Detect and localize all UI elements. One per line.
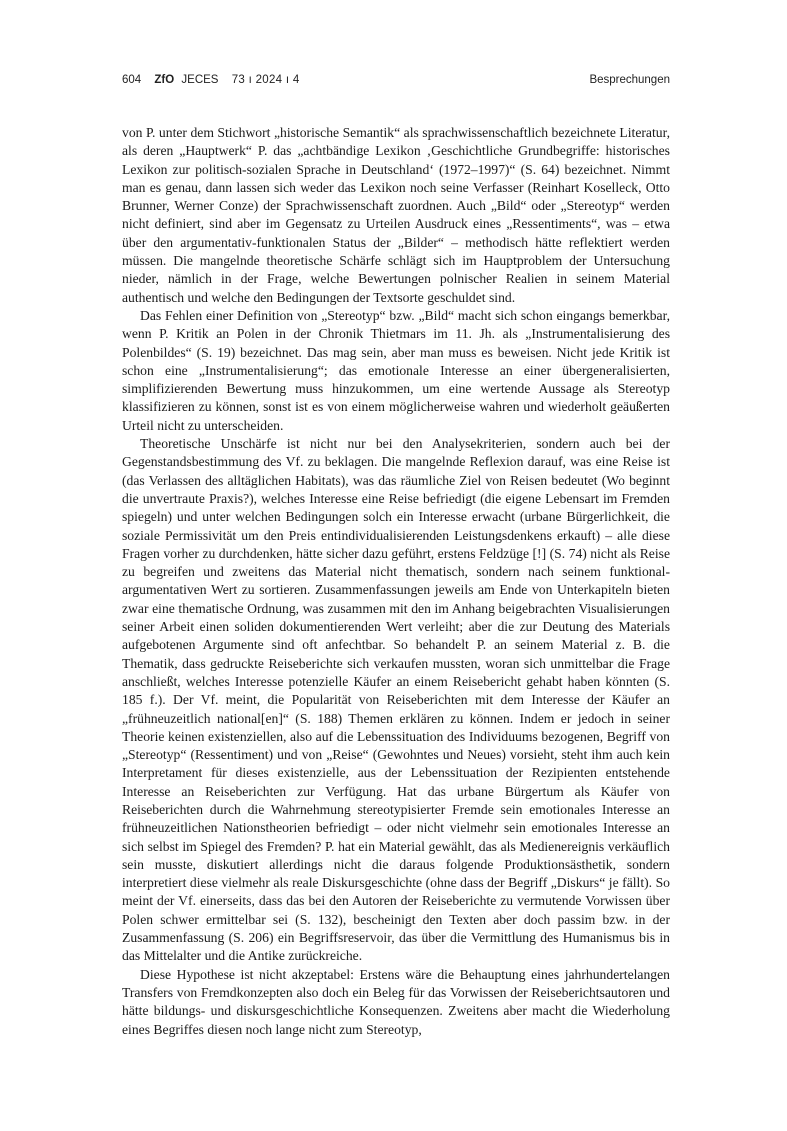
article-body (122, 124, 670, 1039)
paragraph: Diese Hypothese ist nicht akzeptabel: Erstens wäre die Behauptung eines jahrhundertelangen Transfers von Fremdkonzepten also doch ein Beleg für das Vorwissen der Reiseberichtsautoren und hätte bildungs- und diskursgeschichtliche Konsequenzen. Zweitens aber macht die Wiederholung eines Begriffes diesen noch lange nicht zum Stereotyp, (122, 966, 670, 1037)
paragraph: Das Fehlen einer Definition von „Stereotyp“ bzw. „Bild“ macht sich schon eingangs bemerkbar, wenn P. Kritik an Polen in der Chronik Thietmars im 11. Jh. als „Instrumentalisierung des Polenbildes“ (S. 19) bezeichnet. Das mag sein, aber man muss es beweisen. Nicht jede Kritik ist schon eine „Instrumentalisierung“; das emotionale Interesse an einer übergeneralisierten, simplifizierenden Bewertung muss hinzukommen, um eine wertende Aussage als Stereotyp klassifizieren zu können, sonst ist es von einem möglicherweise wahren und wiederholt geäußerten Urteil nicht zu unterscheiden. (122, 307, 670, 433)
paragraph: Theoretische Unschärfe ist nicht nur bei den Analysekriterien, sondern auch bei der Gegenstandsbestimmung des Vf. zu beklagen. Die mangelnde Reflexion darauf, was eine Reise ist (das Verlassen des alltäglichen Habitats), was das räumliche Ziel von Reisen bedeutet (Wo beginnt die unvertraute Praxis?), welches Interesse eine Reise befriedigt (die eigene Lebensart im Fremden spiegeln) und unter welchen Bedingungen solch ein Interesse erwacht (urbane Bürgerlichkeit, die soziale Permissivität um den Preis entindividualisierenden Leistungsdenkens erkauft) – alle diese Fragen vorher zu durchdenken, hätte sicher dazu geführt, erstens Feldzüge [!] (S. 74) nicht als Reise zu begreifen und zweitens das Material nicht thematisch, sondern nach seinem funktional-argumentativen Wert zu sortieren. Zusammenfassungen jeweils am Ende von Unterkapiteln bieten zwar eine thematische Ordnung, was zusammen mit den im Anhang beigebrachten Visualisierungen seiner Arbeit einen soliden dokumentierenden Wert verleiht; aber die zur Deutung des Materials aufgebotenen Argumente sind oft anfechtbar. So behandelt P. an seinem Material z. B. die Thematik, dass gedruckte Reiseberichte sich verkaufen mussten, woran sich unmittelbar die Frage anschließt, welches Interesse potenzielle Käufer an einem Reisebericht gehabt haben könnten (S. 185 f.). Der Vf. meint, die Popularität von Reiseberichten mit dem Interesse der Käufer an „frühneuzeitlich national[en]“ (S. 188) Themen erklären zu können. Indem er jedoch in seiner Theorie keinen existenziellen, also auf die Lebenssituation des Individuums bezogenen, Begriff von „Stereotyp“ (Ressentiment) und von „Reise“ (Gewohntes und Neues) vorsieht, steht ihm auch kein Interpretament für dieses existenzielle, aus der Lebenssituation der Rezipienten entstehende Interesse an Reiseberichten zur Verfügung. Hat das urbane Bürgertum als Käufer von Reiseberichten durch die Wahrnehmung stereotypisierter Fremde sein emotionales Interesse an frühneuzeitlichen Nationstheorien befriedigt – oder nicht vielmehr sein emotionales Interesse an sich selbst im Spiegel des Fremden? P. hat ein Material gewählt, das als Medienereignis verkäuflich sein musste, diskutiert allerdings nicht die daraus folgende Produktionsästhetik, sondern interpretiert diese vielmehr als reale Diskursgeschichte (ohne dass der Begriff „Diskurs“ je fällt). So meint der Vf. einerseits, dass das bei den Autoren der Reiseberichte zu vermutende Vorwissen über Polen schwer ermittelbar sei (S. 132), bescheinigt den Texten aber doch passim bzw. in der Zusammenfassung (S. 206) ein Begriffsreservoir, das über die Vermittlung des Humanismus bis in das Mittelalter und die Antike zurückreiche. (122, 436, 670, 964)
running-header (122, 74, 670, 92)
page-number: 604 (122, 74, 142, 86)
section-title: Besprechungen (589, 74, 670, 86)
paragraph: von P. unter dem Stichwort „historische Semantik“ als sprachwissenschaftlich bezeichnete Literatur, als deren „Hauptwerk“ P. das „achtbändige Lexikon ‚Geschichtliche Grundbegriffe: historisches Lexikon zur politisch-sozialen Sprache in Deutschland‘ (1972–1997)“ (S. 64) bezeichnet. Nimmt man es genau, dann lassen sich weder das Lexikon noch seine Verfasser (Reinhart Koselleck, Otto Brunner, Werner Conze) der Sprachwissenschaft zuordnen. Auch „Bild“ oder „Stereotyp“ werden nicht definiert, sind aber im Gegensatz zu Urteilen Ausdruck eines „Ressentiments“, was – etwa über den argumentativ-funktionalen Status der „Bilder“ – methodisch hätte reflektiert werden müssen. Die mangelnde theoretische Schärfe schlägt sich im Hauptproblem der Untersuchung nieder, nämlich in der Frage, welche Bewertungen polnischer Realien in seinem Material authentisch und welche den Bedingungen der Textsorte geschuldet sind. (122, 125, 670, 305)
journal-name: ZfO (154, 74, 175, 86)
journal-subtitle: JECES (181, 74, 219, 86)
issue-number: 73 ı 2024 ı 4 (231, 74, 300, 86)
header-left (122, 74, 310, 86)
